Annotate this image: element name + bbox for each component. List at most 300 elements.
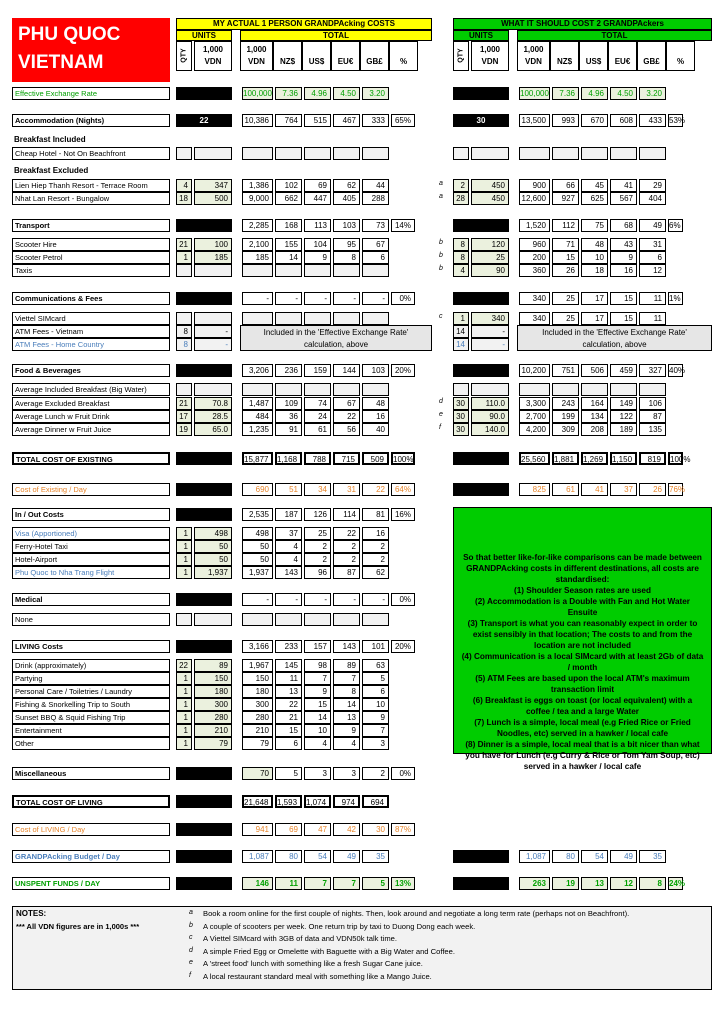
row-runit-sh: 120 (471, 238, 509, 251)
row-unit-atmv: - (194, 325, 232, 338)
row-left-comm-1: - (275, 292, 302, 305)
row-left-sp-4: 6 (362, 251, 389, 264)
row-qty-oth: 1 (176, 737, 192, 750)
row-left-med-5: 0% (391, 593, 415, 606)
row-unit-visa: 498 (194, 527, 232, 540)
row-unit-pq: 1,937 (194, 566, 232, 579)
row-runit-nhat: 450 (471, 192, 509, 205)
row-left-sh-1: 155 (275, 238, 302, 251)
row-left-liv-3: 143 (333, 640, 360, 653)
row-left-comm-3: - (333, 292, 360, 305)
row-right-comm-1: 25 (552, 292, 579, 305)
empty-cell (362, 264, 389, 277)
row-label-tx: Taxis (12, 264, 170, 277)
empty-cell (194, 383, 232, 396)
row-left-tcl-1: 1,593 (275, 795, 302, 808)
row-left-tce-1: 1,168 (275, 452, 302, 465)
row-left-ent-2: 10 (304, 724, 331, 737)
row-right-alw-3: 122 (610, 410, 637, 423)
row-qty-nhat: 18 (176, 192, 192, 205)
row-rqty-alw: 30 (453, 410, 469, 423)
row-left-tcl-3: 974 (333, 795, 360, 808)
row-left-trans-0: 2,285 (242, 219, 273, 232)
note-key: c (189, 934, 193, 941)
empty-cell (176, 147, 192, 160)
row-label-drink: Drink (approximately) (12, 659, 170, 672)
empty-cell (610, 383, 637, 396)
row-left-lien-1: 102 (275, 179, 302, 192)
black-block (453, 87, 509, 100)
row-right-tce-4: 819 (639, 452, 666, 465)
left-qty-header (176, 41, 192, 71)
row-left-bbq-4: 9 (362, 711, 389, 724)
row-unit-atmh: - (194, 338, 232, 351)
row-left-eer-0: 100,000 (243, 89, 272, 98)
empty-cell (333, 613, 360, 626)
row-label-eer: Effective Exchange Rate (12, 87, 170, 100)
left-col-header-1 (273, 41, 302, 71)
row-right-aeb-3: 149 (610, 397, 637, 410)
row-right-tce-2: 1,269 (581, 452, 608, 465)
row-right-acc-0: 13,500 (519, 114, 550, 127)
row-left-uf-1: 11 (275, 877, 302, 890)
row-left-tce-5: 100% (391, 452, 415, 465)
row-label-sp: Scooter Petrol (12, 251, 170, 264)
row-label-party: Partying (12, 672, 170, 685)
row-left-oth-0: 79 (242, 737, 273, 750)
row-left-ent-1: 15 (275, 724, 302, 737)
row-right-tx-0: 360 (519, 264, 550, 277)
empty-cell (304, 147, 331, 160)
empty-cell (453, 383, 469, 396)
row-note-nhat: a (439, 193, 443, 200)
row-units-acc: 22 (176, 114, 232, 127)
left-col-header-2 (302, 41, 331, 71)
row-runit-atmv: - (471, 325, 509, 338)
left-col-header-3 (331, 41, 360, 71)
row-left-acc-1: 764 (275, 114, 302, 127)
row-qty-alw: 17 (176, 410, 192, 423)
row-right-adw-0: 4,200 (519, 423, 550, 436)
row-left-col-4: 30 (362, 823, 389, 836)
row-left-coe-2: 34 (304, 483, 331, 496)
row-note-tx: b (439, 265, 443, 272)
row-runit-atmh: - (471, 338, 509, 351)
note-key: d (189, 946, 193, 954)
included-line1: Included in the 'Effective Exchange Rate' (542, 328, 687, 337)
row-left-io-2: 126 (304, 508, 331, 521)
row-right-aeb-0: 3,300 (519, 397, 550, 410)
row-label-liv: LIVING Costs (12, 640, 170, 653)
row-runits-acc: 30 (453, 114, 509, 127)
row-left-misc-0: 70 (242, 767, 273, 780)
note-text: A simple Fried Egg or Omelette with Baguette with a Big Water and Coffee. (203, 946, 455, 956)
row-right-uf-1: 19 (552, 877, 579, 890)
included-note-1 (517, 325, 712, 351)
row-left-tce-3: 715 (333, 452, 360, 465)
row-rqty-nhat: 28 (453, 192, 469, 205)
row-units-trans (176, 219, 232, 232)
row-left-visa-1: 37 (275, 527, 302, 540)
row-unit-ent: 210 (194, 724, 232, 737)
row-left-sp-1: 14 (275, 251, 302, 264)
row-rqty-sp: 8 (453, 251, 469, 264)
row-left-ent-3: 9 (333, 724, 360, 737)
empty-cell (176, 613, 192, 626)
left-units-header: UNITS (176, 30, 232, 41)
right-unit-thousand: 1,000 (479, 45, 501, 54)
empty-cell (275, 383, 302, 396)
row-left-sp-0: 185 (242, 251, 273, 264)
row-right-uf-5: 24% (669, 879, 686, 888)
row-right-comm-4: 11 (639, 292, 666, 305)
row-note-aeb: d (439, 398, 443, 405)
row-right-acc-3: 608 (610, 114, 637, 127)
row-runits-food (453, 364, 509, 377)
row-label-fish: Fishing & Snorkelling Trip to South (12, 698, 170, 711)
note-text: A Viettel SIMcard with 3GB of data and VDN50k talk time. (203, 934, 398, 943)
row-left-party-3: 7 (333, 672, 360, 685)
row-left-fht-4: 2 (362, 540, 389, 553)
empty-cell (362, 147, 389, 160)
row-units-comm (176, 292, 232, 305)
row-units-tcl (176, 795, 232, 808)
row-note-sp: b (439, 252, 443, 259)
row-left-coe-3: 31 (333, 483, 360, 496)
row-left-nhat-0: 9,000 (242, 192, 273, 205)
row-left-comm-2: - (304, 292, 331, 305)
notes-subtitle: *** All VDN figures are in 1,000s *** (16, 922, 140, 931)
empty-cell (471, 147, 509, 160)
row-left-liv-1: 233 (275, 640, 302, 653)
row-left-liv-4: 101 (362, 640, 389, 653)
row-right-adw-3: 189 (610, 423, 637, 436)
row-left-fish-1: 22 (275, 698, 302, 711)
row-right-sh-4: 31 (639, 238, 666, 251)
row-left-oth-3: 4 (333, 737, 360, 750)
row-unit-sh: 100 (194, 238, 232, 251)
row-label-lien: Lien Hiep Thanh Resort - Terrace Room (12, 179, 170, 192)
row-label-alw: Average Lunch w Fruit Drink (12, 410, 170, 423)
row-right-sp-1: 15 (552, 251, 579, 264)
included-note-0 (240, 325, 432, 351)
right-col-header-5 (666, 41, 695, 71)
row-qty-pq: 1 (176, 566, 192, 579)
row-right-uf-4: 8 (639, 877, 666, 890)
row-unit-pc: 180 (194, 685, 232, 698)
empty-cell (176, 264, 192, 277)
note-text: A local restaurant standard meal with something like a Mango Juice. (203, 971, 432, 981)
standardisation-line: (2) Accommodation is a Double with Fan and Hot Water Ensuite (474, 597, 690, 617)
row-left-coe-1: 51 (275, 483, 302, 496)
row-right-tx-1: 26 (552, 264, 579, 277)
row-right-tx-3: 16 (610, 264, 637, 277)
row-left-pc-4: 6 (362, 685, 389, 698)
row-left-eer-3: 4.50 (333, 87, 360, 100)
title-line2: VIETNAM (18, 52, 104, 73)
row-label-acc: Accommodation (Nights) (12, 114, 170, 127)
row-left-food-1: 236 (275, 364, 302, 377)
row-left-comm-4: - (362, 292, 389, 305)
row-left-sh-0: 2,100 (242, 238, 273, 251)
row-left-drink-2: 98 (304, 659, 331, 672)
row-left-ent-4: 7 (362, 724, 389, 737)
right-col-label: NZ$ (556, 57, 573, 66)
empty-cell (552, 383, 579, 396)
row-label-misc: Miscellaneous (12, 767, 170, 780)
right-col-label: US$ (585, 57, 602, 66)
row-unit-sp: 185 (194, 251, 232, 264)
row-left-ha-4: 2 (362, 553, 389, 566)
row-left-acc-2: 515 (304, 114, 331, 127)
row-left-comm-5: 0% (391, 292, 415, 305)
row-left-food-4: 103 (362, 364, 389, 377)
left-col-label: GB£ (366, 57, 383, 66)
row-right-lien-3: 41 (610, 179, 637, 192)
row-right-tce-1: 1,881 (552, 452, 579, 465)
row-right-adw-4: 135 (639, 423, 666, 436)
row-left-drink-0: 1,967 (242, 659, 273, 672)
row-right-nhat-4: 404 (639, 192, 666, 205)
row-right-lien-0: 900 (519, 179, 550, 192)
empty-cell (242, 613, 273, 626)
row-right-aeb-1: 243 (552, 397, 579, 410)
empty-cell (242, 264, 273, 277)
right-col-thousand: 1,000 (523, 45, 544, 54)
note-key: f (189, 971, 191, 979)
note-text: A couple of scooters per week. One return trip by taxi to Duong Dong each week. (203, 921, 476, 931)
empty-cell (581, 147, 608, 160)
row-left-fht-2: 2 (304, 540, 331, 553)
row-left-ha-3: 2 (333, 553, 360, 566)
title-block (12, 18, 170, 82)
row-rqty-atmv: 14 (453, 325, 469, 338)
row-left-sh-3: 95 (333, 238, 360, 251)
row-unit-lien: 347 (194, 179, 232, 192)
row-left-lien-0: 1,386 (242, 179, 273, 192)
row-left-nhat-1: 662 (275, 192, 302, 205)
row-left-tce-4: 509 (362, 452, 389, 465)
row-right-nhat-2: 625 (581, 192, 608, 205)
row-left-visa-2: 25 (304, 527, 331, 540)
row-rqty-sh: 8 (453, 238, 469, 251)
empty-cell (304, 613, 331, 626)
row-left-io-4: 81 (362, 508, 389, 521)
row-label-adw: Average Dinner w Fruit Juice (12, 423, 170, 436)
row-right-eer-1: 7.36 (552, 87, 579, 100)
row-left-fht-1: 4 (275, 540, 302, 553)
row-right-food-4: 327 (639, 364, 666, 377)
row-left-aeb-1: 109 (275, 397, 302, 410)
row-rqty-vt: 1 (453, 312, 469, 325)
row-qty-sh: 21 (176, 238, 192, 251)
note-key: b (189, 921, 193, 929)
standardisation-line: (7) Lunch is a simple, local meal (e.g Fried Rice or Fried Noodles, etc) served in a hawker / local cafe (474, 718, 691, 738)
title-line1: PHU QUOC (18, 24, 121, 45)
row-right-trans-3: 68 (610, 219, 637, 232)
row-left-liv-5: 20% (391, 640, 415, 653)
row-left-uf-4: 5 (362, 877, 389, 890)
row-right-nhat-1: 927 (552, 192, 579, 205)
empty-cell (242, 147, 273, 160)
row-left-pq-1: 143 (275, 566, 302, 579)
row-runit-tx: 90 (471, 264, 509, 277)
left-col-header-5 (389, 41, 418, 71)
row-unit-nhat: 500 (194, 192, 232, 205)
empty-cell (304, 312, 331, 325)
empty-cell (242, 312, 273, 325)
row-left-med-2: - (304, 593, 331, 606)
row-runits-tce (453, 452, 509, 465)
left-total-header: TOTAL (240, 30, 432, 41)
row-label-cheap: Cheap Hotel - Not On Beachfront (12, 147, 170, 160)
row-qty-drink: 22 (176, 659, 192, 672)
standardisation-line: (8) Dinner is a simple, local meal that is a bit nicer than what you have for Lunch (e.g Curry & Rice or Tom Yam Soup, etc) served in a hawker / local cafe (465, 740, 700, 771)
empty-cell (471, 383, 509, 396)
row-qty-adw: 19 (176, 423, 192, 436)
row-left-lien-3: 62 (333, 179, 360, 192)
row-label-atmh: ATM Fees - Home Country (12, 338, 170, 351)
row-right-coe-3: 37 (610, 483, 637, 496)
row-left-misc-3: 3 (333, 767, 360, 780)
row-left-food-2: 159 (304, 364, 331, 377)
row-left-party-0: 150 (242, 672, 273, 685)
row-left-io-5: 16% (391, 508, 415, 521)
row-left-tce-0: 15,877 (242, 452, 273, 465)
left-unit-thousand: 1,000 (202, 45, 224, 54)
row-runits-coe (453, 483, 509, 496)
row-label-ha: Hotel-Airport (12, 553, 170, 566)
row-right-vt-4: 11 (639, 312, 666, 325)
row-label-col: Cost of LIVING / Day (12, 823, 170, 836)
row-label-med: Medical (12, 593, 170, 606)
empty-cell (304, 383, 331, 396)
left-header: MY ACTUAL 1 PERSON GRANDPAcking COSTS (176, 18, 432, 30)
row-left-uf-0: 146 (242, 877, 273, 890)
row-right-coe-4: 26 (639, 483, 666, 496)
row-left-adw-4: 40 (362, 423, 389, 436)
empty-cell (194, 264, 232, 277)
row-left-col-3: 42 (333, 823, 360, 836)
right-unit-vdn: VDN (481, 57, 499, 66)
row-units-misc (176, 767, 232, 780)
row-left-sp-2: 9 (304, 251, 331, 264)
row-left-misc-2: 3 (304, 767, 331, 780)
row-note-vt: c (439, 313, 443, 320)
row-left-aeb-4: 48 (362, 397, 389, 410)
row-qty-pc: 1 (176, 685, 192, 698)
row-left-med-1: - (275, 593, 302, 606)
row-left-col-5: 87% (391, 823, 415, 836)
row-qty-party: 1 (176, 672, 192, 685)
row-left-adw-2: 61 (304, 423, 331, 436)
row-left-fht-0: 50 (242, 540, 273, 553)
empty-cell (194, 312, 232, 325)
included-line2: calculation, above (303, 340, 369, 349)
row-right-eer-2: 4.96 (581, 87, 608, 100)
row-rqty-adw: 30 (453, 423, 469, 436)
row-left-oth-4: 3 (362, 737, 389, 750)
row-label-bbq: Sunset BBQ & Squid Fishing Trip (12, 711, 170, 724)
row-left-io-3: 114 (333, 508, 360, 521)
empty-cell (242, 383, 273, 396)
row-left-pq-3: 87 (333, 566, 360, 579)
row-left-oth-2: 4 (304, 737, 331, 750)
row-qty-ha: 1 (176, 553, 192, 566)
empty-cell (552, 147, 579, 160)
row-runit-lien: 450 (471, 179, 509, 192)
row-runit-aeb: 110.0 (471, 397, 509, 410)
row-left-pq-2: 96 (304, 566, 331, 579)
row-right-aeb-2: 164 (581, 397, 608, 410)
row-left-oth-1: 6 (275, 737, 302, 750)
row-right-food-1: 751 (552, 364, 579, 377)
row-label-pc: Personal Care / Toiletries / Laundry (12, 685, 170, 698)
row-left-trans-2: 113 (304, 219, 331, 232)
row-label-atmv: ATM Fees - Vietnam (12, 325, 170, 338)
row-right-comm-5: 1% (668, 292, 683, 305)
row-left-fht-3: 2 (333, 540, 360, 553)
row-right-sh-3: 43 (610, 238, 637, 251)
row-rqty-atmh: 14 (453, 338, 469, 351)
row-units-food (176, 364, 232, 377)
standardisation-line: So that better like-for-like comparisons can be made between GRANDPAcking costs in different destinations, all costs are standardised: (463, 553, 702, 584)
empty-cell (362, 383, 389, 396)
row-label-pq: Phu Quoc to Nha Trang Flight (12, 566, 170, 579)
row-left-uf-5: 13% (391, 877, 415, 890)
row-left-pc-3: 8 (333, 685, 360, 698)
row-right-lien-4: 29 (639, 179, 666, 192)
right-col-label: EU€ (614, 57, 631, 66)
row-right-tx-2: 18 (581, 264, 608, 277)
row-right-comm-3: 15 (610, 292, 637, 305)
row-units-coe (176, 483, 232, 496)
row-qty-bbq: 1 (176, 711, 192, 724)
row-unit-ha: 50 (194, 553, 232, 566)
black-block (176, 87, 232, 100)
row-right-trans-2: 75 (581, 219, 608, 232)
empty-cell (304, 264, 331, 277)
row-right-nhat-3: 567 (610, 192, 637, 205)
empty-cell (176, 383, 192, 396)
row-left-misc-4: 2 (362, 767, 389, 780)
row-right-sp-3: 9 (610, 251, 637, 264)
row-right-coe-5: 76% (669, 485, 686, 494)
row-right-eer-0: 100,000 (520, 89, 549, 98)
row-rqty-aeb: 30 (453, 397, 469, 410)
row-left-party-4: 5 (362, 672, 389, 685)
row-label-tce: TOTAL COST OF EXISTING (12, 452, 170, 465)
notes-box (12, 906, 712, 990)
row-right-tx-4: 12 (639, 264, 666, 277)
row-right-food-3: 459 (610, 364, 637, 377)
row-left-drink-1: 145 (275, 659, 302, 672)
row-right-sh-2: 48 (581, 238, 608, 251)
row-left-bbq-3: 13 (333, 711, 360, 724)
row-unit-fht: 50 (194, 540, 232, 553)
row-left-bbq-1: 21 (275, 711, 302, 724)
row-left-lien-2: 69 (304, 179, 331, 192)
row-left-alw-4: 16 (362, 410, 389, 423)
row-left-alw-1: 36 (275, 410, 302, 423)
right-col-label: % (676, 57, 685, 66)
row-right-food-2: 506 (581, 364, 608, 377)
row-label-visa: Visa (Apportioned) (12, 527, 170, 540)
row-right-vt-1: 25 (552, 312, 579, 325)
empty-cell (581, 383, 608, 396)
row-left-drink-4: 63 (362, 659, 389, 672)
row-right-vt-3: 15 (610, 312, 637, 325)
